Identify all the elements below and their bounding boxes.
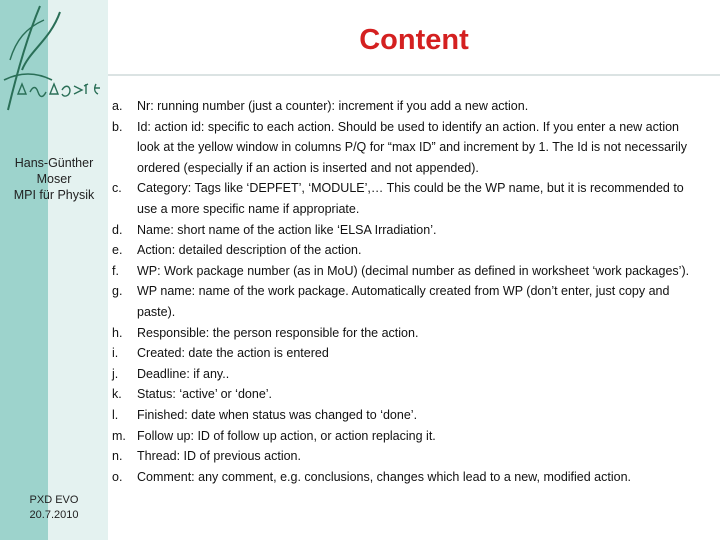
- list-item-letter: o.: [112, 469, 123, 484]
- page-title: Content: [359, 24, 469, 56]
- list-item: [112, 117, 702, 179]
- author-name-first: Hans-Günther: [14, 156, 94, 170]
- list-item-letter: k.: [112, 387, 122, 402]
- list-item: [112, 426, 702, 447]
- list-item: [112, 178, 702, 219]
- list-item: [112, 384, 702, 405]
- list-item-text: Action: detailed description of the action.: [137, 243, 362, 258]
- footer-date: 20.7.2010: [29, 509, 79, 521]
- list-item-letter: a.: [112, 99, 123, 113]
- list-item: [112, 323, 702, 344]
- list-item-letter: e.: [112, 243, 123, 258]
- list-item-text: WP: Work package number (as in MoU) (decimal number as defined in worksheet ‘work packages’).: [137, 263, 690, 278]
- author-block: [0, 155, 108, 203]
- list-item-text: Created: date the action is entered: [137, 346, 329, 361]
- list-item-letter: g.: [112, 284, 123, 299]
- list-item: [112, 364, 702, 385]
- list-item-letter: i.: [112, 346, 119, 361]
- belle-logo: [0, 0, 108, 115]
- list-item-text: Finished: date when status was changed to ‘done’.: [137, 407, 418, 422]
- list-item-letter: b.: [112, 119, 123, 134]
- list-item-letter: f.: [112, 263, 119, 278]
- list-item: [112, 240, 702, 261]
- list-item: [112, 261, 702, 282]
- list-item-letter: h.: [112, 325, 123, 340]
- list-item-text: Category: Tags like ‘DEPFET’, ‘MODULE’,… This could be the WP name, but it is recommended to use a more specific name if appropriate.: [137, 181, 684, 216]
- list-item: [112, 220, 702, 241]
- list-item: [112, 405, 702, 426]
- list-item-letter: m.: [112, 428, 126, 443]
- list-item-text: WP name: name of the work package. Automatically created from WP (don’t enter, just copy and paste).: [137, 284, 670, 319]
- author-institute: MPI für Physik: [13, 188, 95, 202]
- list-item: [112, 446, 702, 467]
- author-name-last: Moser: [36, 172, 72, 186]
- list-item-text: Name: short name of the action like ‘ELSA Irradiation’.: [137, 222, 437, 237]
- list-item-letter: d.: [112, 222, 123, 237]
- footer-event: PXD EVO: [29, 494, 79, 506]
- list-item-text: Deadline: if any..: [137, 366, 230, 381]
- list-item: [112, 281, 702, 322]
- list-item-text: Follow up: ID of follow up action, or action replacing it.: [137, 428, 436, 443]
- list-item-letter: c.: [112, 181, 122, 196]
- list-item-text: Thread: ID of previous action.: [137, 449, 301, 464]
- list-item-letter: l.: [112, 407, 119, 422]
- list-item-text: Id: action id: specific to each action. Should be used to identify an action. If you enter a new action look at the yellow window in columns P/Q for “max ID” and increment by 1. The Id is not necessarily ordered (especially if an action is inserted and not appended).: [137, 119, 688, 175]
- list-item-letter: j.: [112, 366, 119, 381]
- list-item-text: Status: ‘active’ or ‘done’.: [137, 387, 273, 402]
- list-item: [112, 343, 702, 364]
- footer-block: [0, 493, 108, 523]
- content-list: [112, 96, 702, 487]
- header-divider: [108, 74, 720, 76]
- list-item-text: Responsible: the person responsible for the action.: [137, 325, 419, 340]
- list-item-text: Nr: running number (just a counter): increment if you add a new action.: [137, 99, 529, 113]
- list-item: [112, 96, 702, 117]
- list-item-letter: n.: [112, 449, 123, 464]
- list-item: [112, 467, 702, 488]
- list-item-text: Comment: any comment, e.g. conclusions, changes which lead to a new, modified action.: [137, 469, 632, 484]
